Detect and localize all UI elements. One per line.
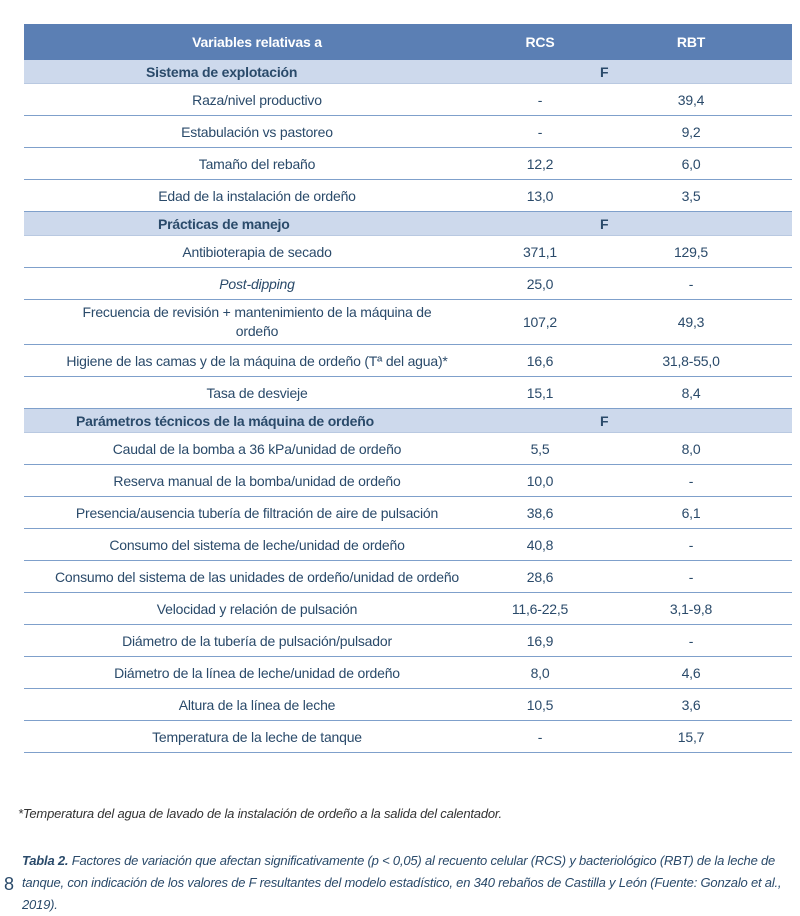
row-rbt: - xyxy=(590,268,792,300)
page-number: 8 xyxy=(4,874,15,894)
row-rcs: 12,2 xyxy=(490,148,590,180)
table-row xyxy=(24,625,792,657)
row-rbt: 8,4 xyxy=(590,377,792,409)
section-header-row xyxy=(24,409,792,433)
row-label: Altura de la línea de leche xyxy=(24,689,490,721)
table-row xyxy=(24,561,792,593)
variation-factors-table xyxy=(24,24,792,753)
row-rcs: 15,1 xyxy=(490,377,590,409)
row-rcs: 8,0 xyxy=(490,657,590,689)
row-rbt: 4,6 xyxy=(590,657,792,689)
table-caption xyxy=(22,850,792,916)
caption-text: Factores de variación que afectan significativamente (p < 0,05) al recuento celular (RCS) y bacteriológico (RBT) de la leche de tanque, con indicación de los valores de F resultantes del modelo estadístico, en 340 rebaños de Castilla y León (Fuente: Gonzalo et al., 2019). xyxy=(22,853,782,912)
row-label: Antibioterapia de secado xyxy=(24,236,490,268)
section-header-row xyxy=(24,60,792,84)
row-label: Higiene de las camas y de la máquina de ordeño (Tª del agua)* xyxy=(24,345,490,377)
table-row xyxy=(24,593,792,625)
row-label: Consumo del sistema de leche/unidad de ordeño xyxy=(24,529,490,561)
section-header-row xyxy=(24,212,792,236)
row-rcs: 25,0 xyxy=(490,268,590,300)
row-rbt: - xyxy=(590,465,792,497)
row-rbt: 6,1 xyxy=(590,497,792,529)
row-rcs: 371,1 xyxy=(490,236,590,268)
header-rcs: RCS xyxy=(490,24,590,60)
section-title: Sistema de explotación xyxy=(24,60,490,84)
row-label: Diámetro de la tubería de pulsación/pulsador xyxy=(24,625,490,657)
header-rbt: RBT xyxy=(590,24,792,60)
row-rbt: 3,1-9,8 xyxy=(590,593,792,625)
table-row xyxy=(24,689,792,721)
row-rcs: - xyxy=(490,116,590,148)
row-rcs: 16,6 xyxy=(490,345,590,377)
row-rbt: 39,4 xyxy=(590,84,792,116)
row-rcs: 13,0 xyxy=(490,180,590,212)
row-rbt: 6,0 xyxy=(590,148,792,180)
row-rbt: 31,8-55,0 xyxy=(590,345,792,377)
row-label: Tasa de desvieje xyxy=(24,377,490,409)
row-rcs: - xyxy=(490,84,590,116)
row-label: Diámetro de la línea de leche/unidad de ordeño xyxy=(24,657,490,689)
row-rbt: - xyxy=(590,625,792,657)
row-rcs: 10,0 xyxy=(490,465,590,497)
table-row xyxy=(24,497,792,529)
row-label: Raza/nivel productivo xyxy=(24,84,490,116)
table-row xyxy=(24,433,792,465)
row-rcs: 40,8 xyxy=(490,529,590,561)
table-row xyxy=(24,721,792,753)
table-row xyxy=(24,116,792,148)
section-title: Prácticas de manejo xyxy=(24,212,490,236)
row-label: Temperatura de la leche de tanque xyxy=(24,721,490,753)
table-row xyxy=(24,657,792,689)
row-label: Velocidad y relación de pulsación xyxy=(24,593,490,625)
table-row xyxy=(24,84,792,116)
row-label: Estabulación vs pastoreo xyxy=(24,116,490,148)
caption-label: Tabla 2. xyxy=(22,853,69,868)
row-label: Frecuencia de revisión + mantenimiento de la máquina de ordeño xyxy=(24,300,490,345)
row-label: Presencia/ausencia tubería de filtración de aire de pulsación xyxy=(24,497,490,529)
row-rbt: 49,3 xyxy=(590,300,792,345)
row-rcs: 11,6-22,5 xyxy=(490,593,590,625)
row-rcs: 28,6 xyxy=(490,561,590,593)
section-f-label: F xyxy=(490,60,792,84)
row-rcs: 5,5 xyxy=(490,433,590,465)
section-f-label: F xyxy=(490,212,792,236)
row-label: Tamaño del rebaño xyxy=(24,148,490,180)
row-label: Edad de la instalación de ordeño xyxy=(24,180,490,212)
row-rcs: 10,5 xyxy=(490,689,590,721)
table-row xyxy=(24,345,792,377)
section-f-label: F xyxy=(490,409,792,433)
row-rbt: 3,6 xyxy=(590,689,792,721)
table-row xyxy=(24,148,792,180)
row-rbt: - xyxy=(590,561,792,593)
table-row xyxy=(24,529,792,561)
table-row xyxy=(24,465,792,497)
row-rcs: - xyxy=(490,721,590,753)
row-rbt: 8,0 xyxy=(590,433,792,465)
row-rbt: 15,7 xyxy=(590,721,792,753)
row-rcs: 107,2 xyxy=(490,300,590,345)
section-title: Parámetros técnicos de la máquina de ordeño xyxy=(24,409,490,433)
table-header-row xyxy=(24,24,792,60)
row-rcs: 38,6 xyxy=(490,497,590,529)
row-rbt: - xyxy=(590,529,792,561)
row-label: Post-dipping xyxy=(24,268,490,300)
table-row xyxy=(24,268,792,300)
table-footnote: *Temperatura del agua de lavado de la instalación de ordeño a la salida del calentador. xyxy=(18,806,502,821)
row-rbt: 9,2 xyxy=(590,116,792,148)
header-variables: Variables relativas a xyxy=(24,24,490,60)
row-label: Reserva manual de la bomba/unidad de ordeño xyxy=(24,465,490,497)
row-rbt: 3,5 xyxy=(590,180,792,212)
data-table-container xyxy=(24,24,792,753)
row-label: Consumo del sistema de las unidades de ordeño/unidad de ordeño xyxy=(24,561,490,593)
table-row xyxy=(24,180,792,212)
table-row xyxy=(24,377,792,409)
row-rcs: 16,9 xyxy=(490,625,590,657)
table-row xyxy=(24,236,792,268)
row-rbt: 129,5 xyxy=(590,236,792,268)
row-label: Caudal de la bomba a 36 kPa/unidad de ordeño xyxy=(24,433,490,465)
table-row xyxy=(24,300,792,345)
